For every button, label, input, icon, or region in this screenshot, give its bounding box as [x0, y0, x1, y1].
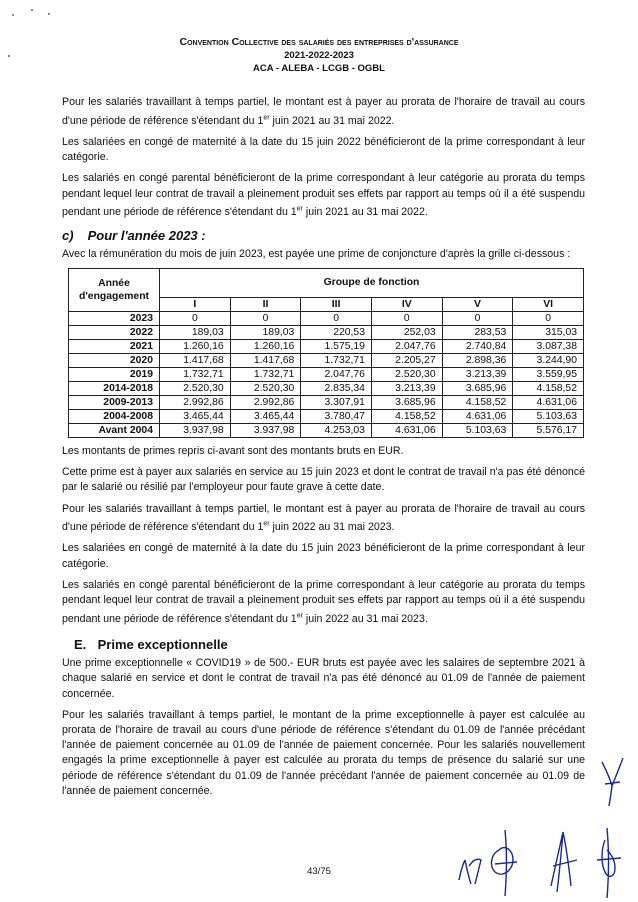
paragraph-text: Pour les salariés travaillant à temps partiel, le montant est à payer au prorata de l'horaire de travail au cours d'une période de référence s'étendant du 1er juin 2022 au 31 mai 2023. [62, 502, 585, 534]
table-cell: 189,03 [160, 325, 231, 339]
paragraph: Une prime exceptionnelle « COVID19 » de 500.- EUR bruts est payée avec les salaires de septembre 2021 à chaque salarié en service et dont le contrat de travail n'a pas été dénoncé au 01.09 de l'année de paiement concernée. [62, 657, 585, 700]
paragraph-text: Les salariés en congé parental bénéficieront de la prime correspondant à leur catégorie au prorata du temps pendant lequel leur contrat de travail a pleinement produit ses effets par rapport au temps où il a été suspendu pendant une période de référence s'étendant du 1er juin 2021 au 31 mai 2022. [62, 172, 585, 219]
document-body [62, 95, 585, 805]
table-cell: 2.740,84 [442, 339, 513, 353]
table-cell: 0 [230, 311, 301, 325]
paragraph [62, 95, 585, 129]
table-row-year: 2020 [69, 353, 160, 367]
header-title: Convention Collective des salariés des entreprises d'assurance [179, 36, 459, 48]
table-cell: 1.732,71 [160, 367, 231, 381]
scan-speck [31, 9, 33, 11]
table-cell: 4.631,06 [371, 423, 442, 437]
table-row [69, 339, 584, 353]
table-cell: 283,53 [442, 325, 513, 339]
table-row [69, 423, 584, 437]
section-label: c) [62, 228, 74, 244]
table-row [69, 325, 584, 339]
table-cell: 3.937,98 [160, 423, 231, 437]
header-parties: ACA - ALEBA - LCGB - OGBL [253, 63, 385, 74]
table-row [69, 353, 584, 367]
section-label: E. [74, 636, 87, 652]
table-cell: 2.835,34 [301, 381, 372, 395]
table-row [69, 395, 584, 409]
paragraph: Pour les salariés travaillant à temps partiel, le montant de la prime exceptionnelle à payer est calculée au prorata de l'horaire de travail au cours d'une période de référence s'étendant du 01.09 de l'année précédant l'année de paiement concernée au 01.09 de l'année de paiement concernée. Pour les salariés nouvellement engagés la prime exceptionnelle à payer est calculée au prorata du temps de présence du salarié sur une période de référence s'étendant du 01.09 de l'année précédant l'année de paiement concernée au 01.09 de l'année de paiement concernée. [62, 708, 585, 797]
table-row-year: Avant 2004 [69, 423, 160, 437]
table-cell: 2.047,76 [301, 367, 372, 381]
table-cell: 5.103,63 [442, 423, 513, 437]
paragraph [62, 502, 585, 536]
table-row [69, 409, 584, 423]
paragraph-text: Les salariés en congé parental bénéficieront de la prime correspondant à leur catégorie au prorata du temps pendant lequel leur contrat de travail a pleinement produit ses effets par rapport au temps où il a été suspendu pendant une période de référence s'étendant du 1er juin 2022 au 31 mai 2023. [62, 578, 585, 625]
table-cell: 3.780,47 [301, 409, 372, 423]
table-cell: 4.158,52 [371, 409, 442, 423]
table-row [69, 381, 584, 395]
table-cell: 4.253,03 [301, 423, 372, 437]
scan-speck [48, 13, 50, 15]
table-cell: 1.260,16 [230, 339, 301, 353]
table-cell: 3.465,44 [230, 409, 301, 423]
table-cell: 0 [371, 311, 442, 325]
table-cell: 1.260,16 [160, 339, 231, 353]
table-cell: 1.732,71 [301, 353, 372, 367]
table-column-header: III [301, 297, 372, 311]
table-cell: 1.417,68 [230, 353, 301, 367]
table-row-year: 2022 [69, 325, 160, 339]
paragraph [62, 578, 585, 627]
table-cell: 3.937,98 [230, 423, 301, 437]
table-cell: 2.047,76 [371, 339, 442, 353]
table-cell: 2.992,86 [230, 395, 301, 409]
table-row [69, 367, 584, 381]
section-heading-c [62, 228, 585, 243]
section-title: Prime exceptionnelle [97, 636, 228, 652]
table-row-year: 2021 [69, 339, 160, 353]
table-body [69, 311, 584, 437]
table-cell: 2.205,27 [371, 353, 442, 367]
table-cell: 5.576,17 [513, 423, 584, 437]
table-cell: 3.685,96 [442, 381, 513, 395]
table-cell: 2.520,30 [160, 381, 231, 395]
table-cell: 0 [160, 311, 231, 325]
table-cell: 0 [513, 311, 584, 325]
table-cell: 1.575,19 [301, 339, 372, 353]
table-cell: 220,53 [301, 325, 372, 339]
table-cell: 3.685,96 [371, 395, 442, 409]
table-cell: 2.520,30 [371, 367, 442, 381]
table-cell: 2.992,86 [160, 395, 231, 409]
section-heading-e [74, 637, 585, 652]
table-column-header: IV [371, 297, 442, 311]
table-cell: 3.087,38 [513, 339, 584, 353]
table-cell: 3.465,44 [160, 409, 231, 423]
table-cell: 3.559,95 [513, 367, 584, 381]
paragraph: Les salariées en congé de maternité à la date du 15 juin 2023 bénéficieront de la prime correspondant à leur catégorie. [62, 542, 585, 570]
page-number: 43/75 [307, 866, 331, 877]
paragraph-text: Pour les salariés travaillant à temps partiel, le montant est à payer au prorata de l'horaire de travail au cours d'une période de référence s'étendant du 1er juin 2021 au 31 mai 2022. [62, 96, 585, 127]
table-cell: 3.307,91 [301, 395, 372, 409]
table-cell: 2.898,36 [442, 353, 513, 367]
table-row [69, 311, 584, 325]
handwritten-signatures [455, 820, 635, 900]
table-row-year: 2019 [69, 367, 160, 381]
table-cell: 0 [442, 311, 513, 325]
table-column-header: V [442, 297, 513, 311]
scan-speck [12, 14, 14, 16]
section-title: Pour l'année 2023 : [87, 228, 206, 244]
table-cell: 3.213,39 [371, 381, 442, 395]
table-row-year: 2023 [69, 311, 160, 325]
table-cell: 5.103,63 [513, 409, 584, 423]
table-cell: 4.158,52 [513, 381, 584, 395]
table-cell: 4.631,06 [442, 409, 513, 423]
table-row-year: 2004-2008 [69, 409, 160, 423]
table-group-header: Groupe de fonction [160, 268, 584, 297]
paragraph: Les salariées en congé de maternité à la date du 15 juin 2022 bénéficieront de la prime correspondant à leur catégorie. [62, 135, 585, 164]
initials-signature-right [596, 752, 628, 810]
table-column-header: VI [513, 297, 584, 311]
table-row-year: 2014-2018 [69, 381, 160, 395]
paragraph: Cette prime est à payer aux salariés en service au 15 juin 2023 et dont le contrat de travail n'a pas été dénoncé par le salarié ou résilié par l'employeur pour faute grave à cette date. [62, 466, 585, 494]
paragraph [62, 171, 585, 220]
bonus-table [68, 268, 584, 438]
table-cell: 3.244,90 [513, 353, 584, 367]
table-cell: 1.732,71 [230, 367, 301, 381]
table-cell: 2.520,30 [230, 381, 301, 395]
table-cell: 3.213,39 [442, 367, 513, 381]
table-cell: 4.631,06 [513, 395, 584, 409]
table-cell: 252,03 [371, 325, 442, 339]
table-cell: 315,03 [513, 325, 584, 339]
header-years: 2021-2022-2023 [284, 50, 354, 61]
table-column-header: I [160, 297, 231, 311]
paragraph: Les montants de primes repris ci-avant sont des montants bruts en EUR. [62, 444, 404, 457]
table-corner-header: Année d'engagement [69, 268, 160, 311]
table-lead: Avec la rémunération du mois de juin 2023, est payée une prime de conjoncture d'après la grille ci-dessous : [62, 247, 571, 260]
table-cell: 189,03 [230, 325, 301, 339]
table-cell: 0 [301, 311, 372, 325]
table-cell: 4.158,52 [442, 395, 513, 409]
document-header [0, 36, 638, 75]
table-cell: 1.417,68 [160, 353, 231, 367]
table-column-header: II [230, 297, 301, 311]
table-row-year: 2009-2013 [69, 395, 160, 409]
